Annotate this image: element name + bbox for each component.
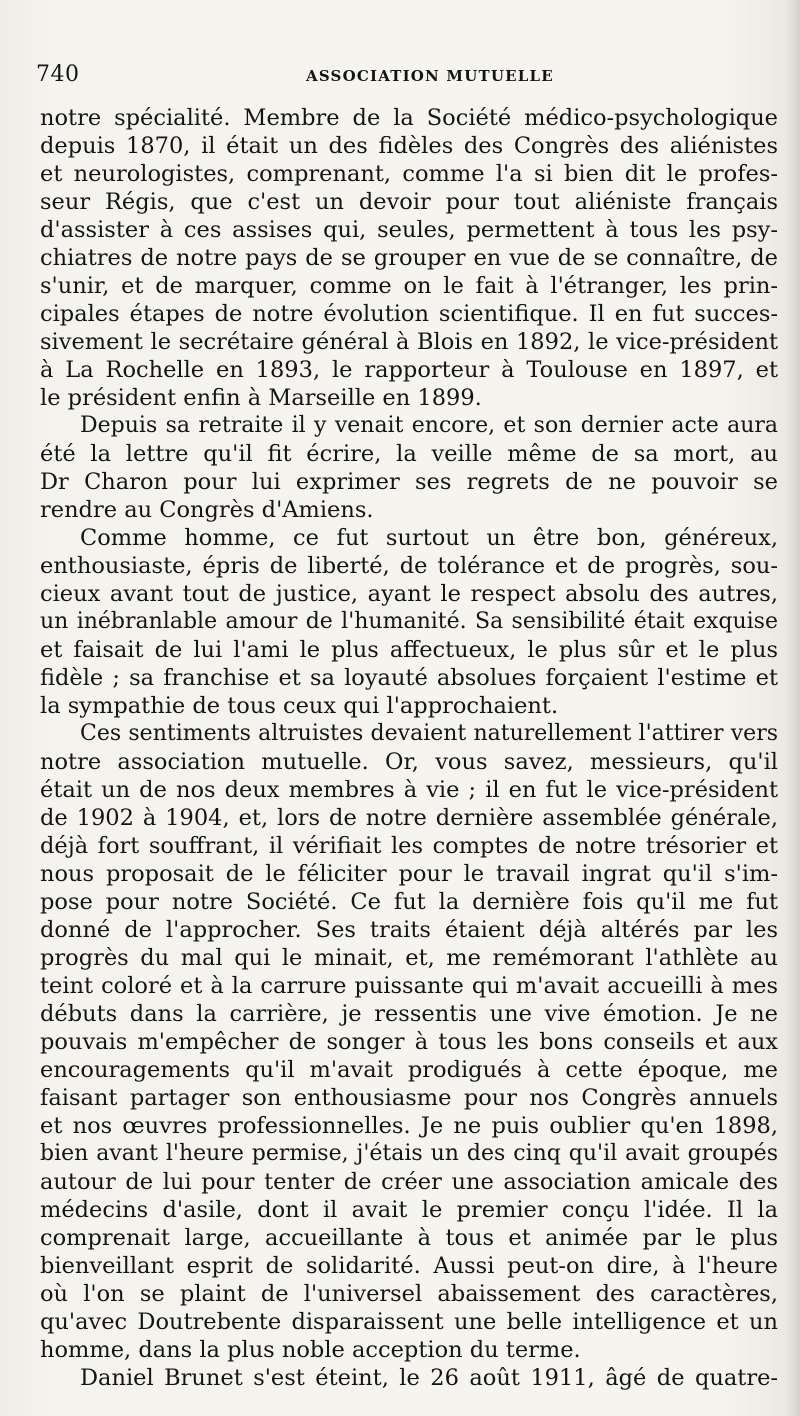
text-line: Depuis sa retraite il y venait encore, et son dernier acte aura [80,413,778,438]
text-line: déjà fort souffrant, il vérifiait les comptes de notre trésorier et [40,833,778,859]
running-head [36,62,778,92]
text-line: encouragements qu'il m'avait prodigués à cette époque, me [40,1057,778,1083]
text-line: s'unir, et de marquer, comme on le fait à l'étranger, les prin- [40,273,778,299]
text-line: pose pour notre Société. Ce fut la dernière fois qu'il me fut [40,889,778,915]
text-line: faisant partager son enthousiasme pour nos Congrès annuels [40,1085,778,1111]
text-line: progrès du mal qui le minait, et, me remémorant l'athlète au [40,945,778,971]
text-line: sivement le secrétaire général à Blois en 1892, le vice-président [40,329,778,355]
text-line: un inébranlable amour de l'humanité. Sa sensibilité était exquise [40,609,778,634]
text-line: cipales étapes de notre évolution scientifique. Il en fut succes- [40,301,778,327]
text-line: et neurologistes, comprenant, comme l'a si bien dit le profes- [40,161,778,187]
text-line: d'assister à ces assises qui, seules, permettent à tous les psy- [40,217,778,243]
text-line: été la lettre qu'il fit écrire, la veille même de sa mort, au [40,441,778,467]
text-line: à La Rochelle en 1893, le rapporteur à Toulouse en 1897, et [40,357,778,383]
text-line: rendre au Congrès d'Amiens. [40,497,374,523]
text-line: Comme homme, ce fut surtout un être bon, généreux, [80,525,778,551]
text-line: comprenait large, accueillante à tous et animée par le plus [40,1225,778,1251]
text-line: de 1902 à 1904, et, lors de notre dernière assemblée générale, [40,805,778,831]
page-gutter-shadow [786,0,800,1416]
text-line: fidèle ; sa franchise et sa loyauté absolues forçaient l'estime et [40,665,778,691]
text-line: cieux avant tout de justice, ayant le respect absolu des autres, [40,581,778,607]
text-line: la sympathie de tous ceux qui l'approchaient. [40,693,559,719]
text-line: homme, dans la plus noble acception du terme. [40,1337,581,1363]
text-line: où l'on se plaint de l'universel abaissement des caractères, [40,1281,778,1307]
text-line: et nos œuvres professionnelles. Je ne puis oublier qu'en 1898, [40,1113,778,1139]
text-line: pouvais m'empêcher de songer à tous les bons conseils et aux [40,1029,778,1055]
text-line: enthousiaste, épris de liberté, de tolérance et de progrès, sou- [40,553,778,579]
body-text [40,104,778,1392]
text-line: nous proposait de le féliciter pour le travail ingrat qu'il s'im- [40,861,778,887]
text-line: chiatres de notre pays de se grouper en vue de se connaître, de [40,245,778,271]
text-line: bienveillant esprit de solidarité. Aussi peut-on dire, à l'heure [40,1253,778,1279]
text-line: seur Régis, que c'est un devoir pour tout aliéniste français [40,189,778,215]
page-number: 740 [36,62,80,87]
text-line: autour de lui pour tenter de créer une association amicale des [40,1169,778,1195]
text-line: le président enfin à Marseille en 1899. [40,385,482,411]
text-line: Daniel Brunet s'est éteint, le 26 août 1911, âgé de quatre- [80,1365,778,1391]
text-line: notre association mutuelle. Or, vous savez, messieurs, qu'il [40,749,778,775]
text-line: teint coloré et à la carrure puissante qui m'avait accueilli à mes [40,973,778,999]
text-line: Dr Charon pour lui exprimer ses regrets de ne pouvoir se [40,469,778,495]
text-line: médecins d'asile, dont il avait le premier conçu l'idée. Il la [40,1197,778,1223]
running-title: ASSOCIATION MUTUELLE [306,67,554,85]
text-line: bien avant l'heure permise, j'étais un des cinq qu'il avait groupés [40,1141,778,1166]
text-line: débuts dans la carrière, je ressentis une vive émotion. Je ne [40,1001,778,1027]
text-line: était un de nos deux membres à vie ; il en fut le vice-président [40,777,778,803]
text-line: Ces sentiments altruistes devaient naturellement l'attirer vers [80,721,778,746]
text-line: et faisait de lui l'ami le plus affectueux, le plus sûr et le plus [40,637,778,663]
text-line: qu'avec Doutrebente disparaissent une belle intelligence et un [40,1309,778,1335]
text-line: donné de l'approcher. Ses traits étaient déjà altérés par les [40,917,778,943]
text-line: notre spécialité. Membre de la Société médico-psychologique [40,105,778,131]
text-line: depuis 1870, il était un des fidèles des Congrès des aliénistes [40,133,778,159]
